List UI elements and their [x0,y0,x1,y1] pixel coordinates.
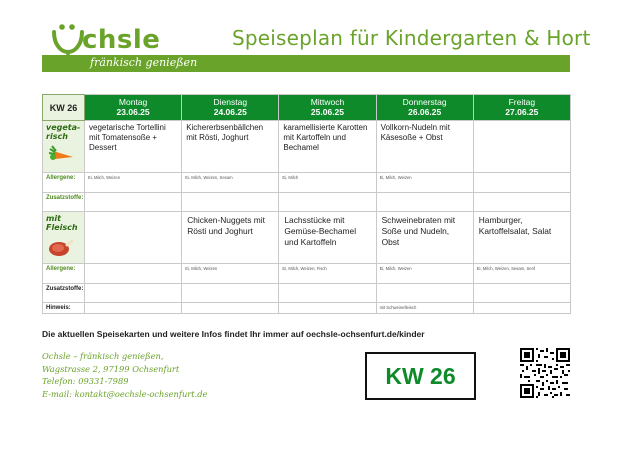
dish-veg-tuesday: Kichererbsenbällchen mit Rösti, Joghurt [182,121,279,173]
additives-meat-monday [85,284,182,303]
allergens-veg-thursday: Ei, Milch, Weizen [376,173,473,193]
category-label-line2: risch [46,132,68,141]
allergens-veg-friday [473,173,570,193]
day-name: Freitag [508,97,536,107]
note-tuesday [182,303,279,314]
row-label-allergens: Allergene: [43,173,85,193]
allergens-veg-monday: Ei, Milch, Weizen [85,173,182,193]
ham-icon [47,238,73,258]
dish-meat-friday: Hamburger, Kartoffelsalat, Salat [473,212,570,264]
additives-veg-tuesday [182,193,279,212]
contact-email: E-mail: kontakt@oechsle-ochsenfurt.de [42,388,208,399]
page-title: Speiseplan für Kindergarten & Hort [232,26,591,50]
carrot-icon [47,145,75,163]
dish-meat-tuesday: Chicken-Nuggets mit Rösti und Joghurt [182,212,279,264]
category-meat [43,212,85,264]
allergens-meat-wednesday: Ei, Milch, Weizen, Fisch [279,264,376,284]
table-row-meat [43,212,571,264]
dish-veg-wednesday: karamellisierte Karotten mit Kartoffeln und Bechamel [279,121,376,173]
contact-phone: Telefon: 09331-7989 [42,376,129,386]
additives-veg-wednesday [279,193,376,212]
category-label-line2: Fleisch [46,223,78,232]
day-name: Mittwoch [310,97,345,107]
allergens-veg-wednesday: Ei, Milch [279,173,376,193]
contact-block [42,350,207,400]
week-label: KW 26 [43,95,85,121]
additives-meat-thursday [376,284,473,303]
dish-veg-monday: vegetarische Tortellini mit Tomatensoße + Dessert [85,121,182,173]
allergens-meat-friday: Ei, Milch, Weizen, Sesam, Senf [473,264,570,284]
table-row-additives-meat [43,284,571,303]
allergens-veg-tuesday: Ei, Milch, Weizen, Sesam [182,173,279,193]
dish-veg-friday [473,121,570,173]
table-row-allergens-veg [43,173,571,193]
allergens-meat-thursday: Ei, Milch, Weizen [376,264,473,284]
day-header-monday [85,95,182,121]
day-date: 27.06.25 [505,107,539,117]
category-label-line1: vegeta- [46,123,81,132]
contact-address: Wagstrasse 2, 97199 Ochsenfurt [42,363,180,374]
tagline: fränkisch genießen [90,56,198,69]
day-date: 23.06.25 [116,107,150,117]
day-date: 26.06.25 [408,107,442,117]
day-name: Montag [118,97,148,107]
row-label-additives: Zusatzstoffe: [43,193,85,212]
row-label-notes: Hinweis: [43,303,85,314]
note-thursday: mit Schweinefleisch [376,303,473,314]
allergens-meat-tuesday: Ei, Milch, Weizen [182,264,279,284]
category-label-line1: mit [46,214,61,223]
allergens-meat-monday [85,264,182,284]
day-name: Dienstag [213,97,248,107]
note-wednesday [279,303,376,314]
dish-meat-thursday: Schweinebraten mit Soße und Nudeln, Obst [376,212,473,264]
additives-meat-wednesday [279,284,376,303]
additives-veg-thursday [376,193,473,212]
day-header-wednesday [279,95,376,121]
table-row-vegetarian [43,121,571,173]
dish-veg-thursday: Vollkorn-Nudeln mit Käsesoße + Obst [376,121,473,173]
day-date: 24.06.25 [213,107,247,117]
note-monday [85,303,182,314]
menu-table [42,94,571,314]
week-badge: KW 26 [365,352,476,400]
logo-wordmark: chsle [82,25,161,55]
additives-meat-friday [473,284,570,303]
day-date: 25.06.25 [310,107,345,117]
row-label-allergens: Allergene: [43,264,85,284]
additives-meat-tuesday [182,284,279,303]
note-friday [473,303,570,314]
table-row-allergens-meat [43,264,571,284]
info-text: Die aktuellen Speisekarten und weitere Infos findet Ihr immer auf oechsle-ochsenfurt.de/kinder [42,329,425,339]
row-label-additives: Zusatzstoffe: [43,284,85,303]
table-row-notes [43,303,571,314]
day-name: Donnerstag [402,97,447,107]
qr-code-icon [520,348,570,398]
additives-veg-friday [473,193,570,212]
category-vegetarian [43,121,85,173]
table-row-additives-veg [43,193,571,212]
day-header-tuesday [182,95,279,121]
day-header-friday [473,95,570,121]
day-header-thursday [376,95,473,121]
dish-meat-wednesday: Lachsstücke mit Gemüse-Bechamel und Kartoffeln [279,212,376,264]
dish-meat-monday [85,212,182,264]
table-header-row [43,95,571,121]
contact-name: Ochsle – fränkisch genießen, [42,351,164,361]
additives-veg-monday [85,193,182,212]
